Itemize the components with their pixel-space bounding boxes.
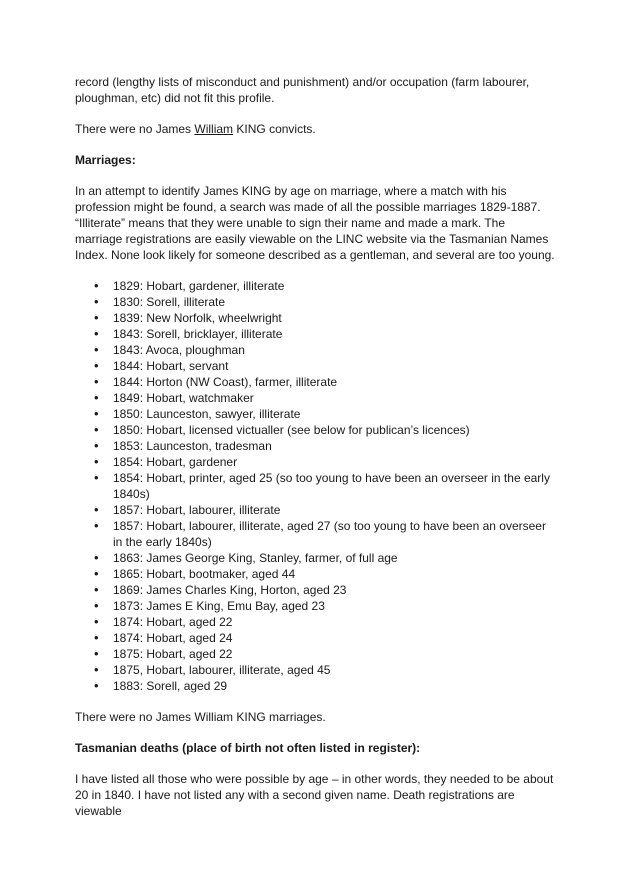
list-item: • 1844: Hobart, servant: [75, 358, 555, 374]
list-item: • 1875: Hobart, aged 22: [75, 646, 555, 662]
list-item: • 1850: Launceston, sawyer, illiterate: [75, 406, 555, 422]
list-item: • 1883: Sorell, aged 29: [75, 678, 555, 694]
list-item: • 1830: Sorell, illiterate: [75, 294, 555, 310]
list-item: • 1857: Hobart, labourer, illiterate: [75, 502, 555, 518]
list-item: • 1874: Hobart, aged 22: [75, 614, 555, 630]
list-item: • 1873: James E King, Emu Bay, aged 23: [75, 598, 555, 614]
deaths-heading: Tasmanian deaths (place of birth not often listed in register):: [75, 741, 421, 755]
list-item: • 1854: Hobart, gardener: [75, 454, 555, 470]
no-convicts-text-pre: There were no James: [75, 122, 195, 136]
paragraph-no-marriages: There were no James William KING marriages.: [75, 710, 326, 724]
document-page: [75, 74, 555, 834]
list-item: • 1869: James Charles King, Horton, aged 23: [75, 582, 555, 598]
list-item: • 1850: Hobart, licensed victualler (see below for publican’s licences): [75, 422, 555, 438]
paragraph-profile: record (lengthy lists of misconduct and punishment) and/or occupation (farm labourer, ploughman, etc) did not fit this profile.: [75, 75, 530, 105]
no-convicts-text-post: KING convicts.: [233, 122, 316, 136]
paragraph-no-convicts: [75, 121, 555, 137]
list-item: • 1853: Launceston, tradesman: [75, 438, 555, 454]
list-item: • 1843: Avoca, ploughman: [75, 342, 555, 358]
list-item: • 1844: Horton (NW Coast), farmer, illiterate: [75, 374, 555, 390]
paragraph-deaths-intro: I have listed all those who were possible by age – in other words, they needed to be about 20 in 1840. I have not listed any with a second given name. Death registrations are viewable: [75, 772, 554, 818]
list-item: • 1854: Hobart, printer, aged 25 (so too young to have been an overseer in the early 1840s): [75, 470, 555, 502]
list-item: • 1849: Hobart, watchmaker: [75, 390, 555, 406]
list-item: • 1865: Hobart, bootmaker, aged 44: [75, 566, 555, 582]
list-item: • 1874: Hobart, aged 24: [75, 630, 555, 646]
list-item: • 1863: James George King, Stanley, farmer, of full age: [75, 550, 555, 566]
marriages-list: [75, 278, 555, 694]
list-item: • 1875, Hobart, labourer, illiterate, aged 45: [75, 662, 555, 678]
marriages-heading: Marriages:: [75, 153, 136, 167]
underlined-word-william: William: [194, 122, 234, 136]
list-item: • 1843: Sorell, bricklayer, illiterate: [75, 326, 555, 342]
list-item: • 1829: Hobart, gardener, illiterate: [75, 278, 555, 294]
paragraph-marriages-intro: In an attempt to identify James KING by age on marriage, where a match with his profession might be found, a search was made of all the possible marriages 1829-1887. “Illiterate” means that they were unable to sign their name and made a mark. The marriage registrations are easily viewable on the LINC website via the Tasmanian Names Index. None look likely for someone described as a gentleman, and several are too young.: [75, 184, 555, 262]
list-item: • 1857: Hobart, labourer, illiterate, aged 27 (so too young to have been an overseer in the early 1840s): [75, 518, 555, 550]
list-item: • 1839: New Norfolk, wheelwright: [75, 310, 555, 326]
